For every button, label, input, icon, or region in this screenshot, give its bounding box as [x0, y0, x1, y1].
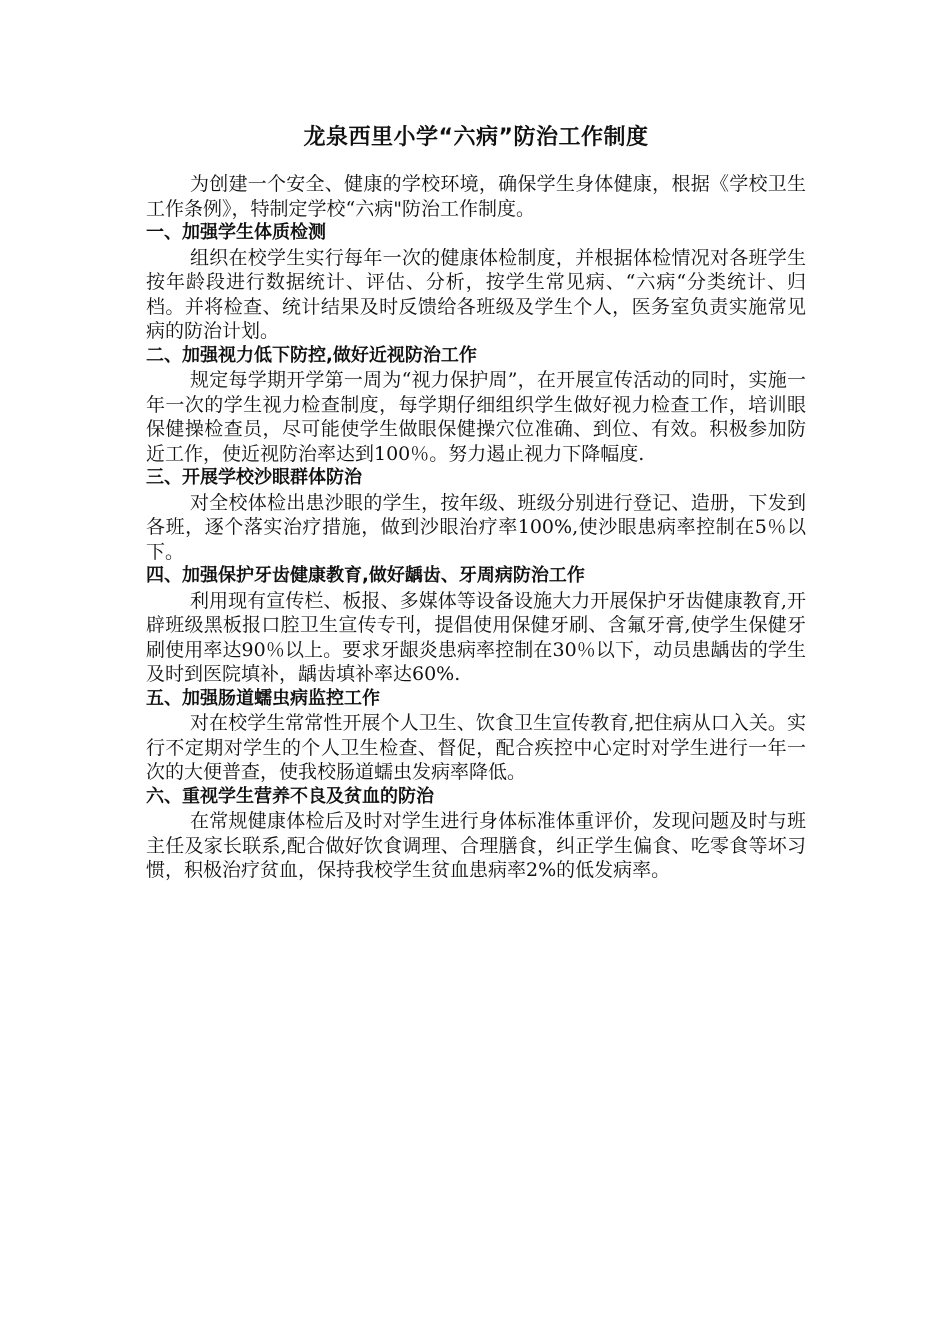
section-5	[146, 687, 806, 785]
section-heading: 四、加强保护牙齿健康教育,做好龋齿、牙周病防治工作	[146, 565, 585, 586]
intro-paragraph: 为创建一个安全、健康的学校环境，确保学生身体健康，根据《学校卫生工作条例》，特制定学校“六病"防治工作制度。	[146, 173, 806, 220]
section-body: 利用现有宣传栏、板报、多媒体等设备设施大力开展保护牙齿健康教育,开辟班级黑板报口腔卫生宣传专刊，提倡使用保健牙刷、含氟牙膏,使学生保健牙刷使用率达90％以上。要求牙龈炎患病率控制在30％以下，动员患龋齿的学生及时到医院填补，龋齿填补率达60%.	[146, 589, 806, 685]
section-6	[146, 785, 806, 883]
document-page	[146, 118, 806, 883]
section-2	[146, 344, 806, 467]
section-body: 组织在校学生实行每年一次的健康体检制度，并根据体检情况对各班学生按年龄段进行数据统计、评估、分析，按学生常见病、“六病“分类统计、归档。并将检查、统计结果及时反馈给各班级及学生个人，医务室负责实施常见病的防治计划。	[146, 246, 806, 342]
section-heading: 一、加强学生体质检测	[146, 222, 326, 243]
section-body: 规定每学期开学第一周为“视力保护周”，在开展宣传活动的同时，实施一年一次的学生视力检查制度，每学期仔细组织学生做好视力检查工作，培训眼保健操检查员，尽可能使学生做眼保健操穴位准确、到位、有效。积极参加防近工作，使近视防治率达到100％。努力遏止视力下降幅度.	[146, 369, 806, 465]
section-heading: 六、重视学生营养不良及贫血的防治	[146, 785, 434, 807]
section-heading: 五、加强肠道蠕虫病监控工作	[146, 687, 380, 709]
document-title: 龙泉西里小学“六病”防治工作制度	[303, 125, 649, 150]
section-3	[146, 466, 806, 564]
section-body: 在常规健康体检后及时对学生进行身体标准体重评价，发现问题及时与班主任及家长联系,配合做好饮食调理、合理膳食，纠正学生偏食、吃零食等坏习惯，积极治疗贫血，保持我校学生贫血患病率2%的低发病率。	[146, 810, 806, 881]
section-body: 对在校学生常常性开展个人卫生、饮食卫生宣传教育,把住病从口入关。实行不定期对学生的个人卫生检查、督促，配合疾控中心定时对学生进行一年一次的大便普查，使我校肠道蠕虫发病率降低。	[146, 712, 806, 783]
section-heading: 三、开展学校沙眼群体防治	[146, 467, 362, 488]
section-heading: 二、加强视力低下防控,做好近视防治工作	[146, 344, 477, 366]
section-body: 对全校体检出患沙眼的学生，按年级、班级分别进行登记、造册，下发到各班，逐个落实治疗措施，做到沙眼治疗率100%,使沙眼患病率控制在5％以下。	[146, 491, 806, 563]
section-1	[146, 221, 806, 344]
section-4	[146, 564, 806, 687]
